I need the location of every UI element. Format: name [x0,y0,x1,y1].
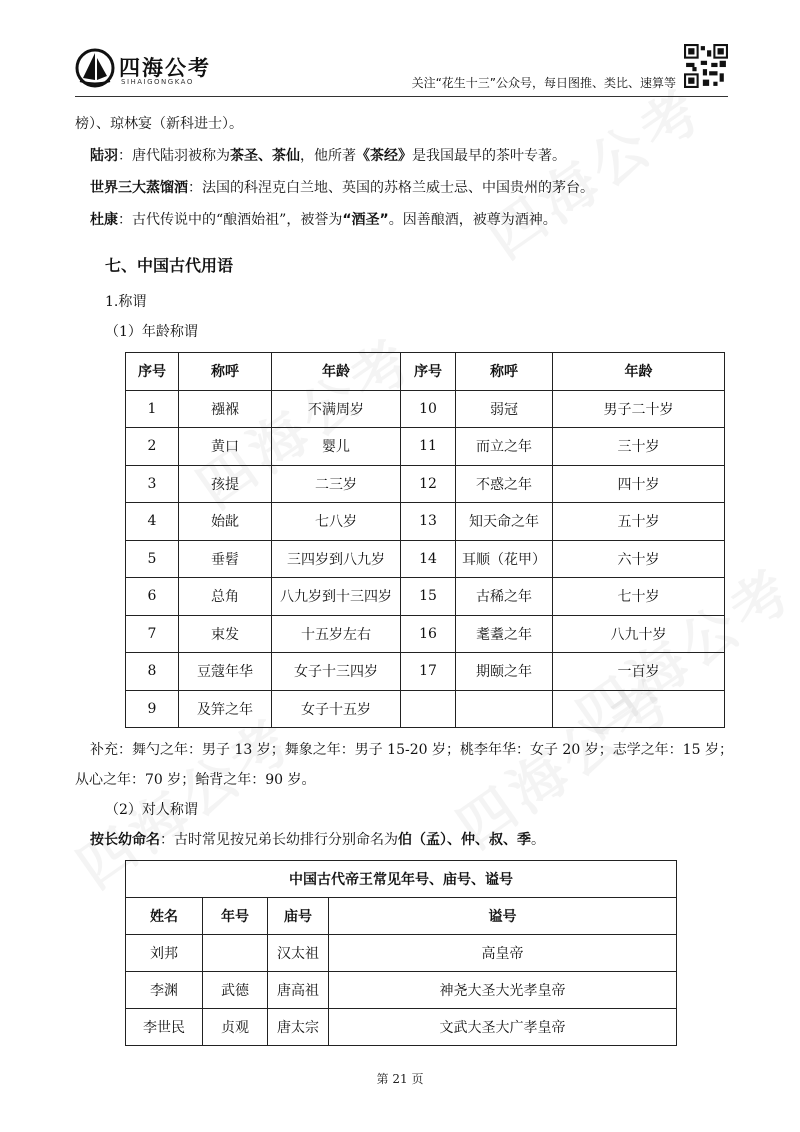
table-row [126,935,677,972]
table-cell: 15 [401,578,456,616]
page-header [75,40,728,97]
table-header-row [126,898,677,935]
column-header: 称呼 [456,353,553,391]
table-row [126,465,725,503]
table-row [126,540,725,578]
table-cell [553,690,725,728]
table-cell: 文武大圣大广孝皇帝 [329,1009,677,1046]
table-cell: 三十岁 [553,428,725,466]
table-cell: 17 [401,653,456,691]
table-row [126,578,725,616]
table-cell: 耳顺（花甲） [456,540,553,578]
column-header: 年号 [203,898,268,935]
table-cell: 三四岁到八九岁 [272,540,401,578]
supplement-text: 补充：舞勺之年：男子 13 岁；舞象之年：男子 15-20 岁；桃李年华：女子 20 岁；志学之年：15 岁； [90,742,733,758]
table-cell: 及笄之年 [179,690,272,728]
table-cell: 一百岁 [553,653,725,691]
table-cell [203,935,268,972]
table-cell: 13 [401,503,456,541]
table-cell [456,690,553,728]
table-cell: 9 [126,690,179,728]
table-cell: 七十岁 [553,578,725,616]
table-cell: 16 [401,615,456,653]
paragraph-dukang: 杜康：古代传说中的“酿酒始祖”，被誉为“酒圣”。因善酿酒，被尊为酒神。 [90,212,557,228]
table-header-row [126,353,725,391]
table-cell: 古稀之年 [456,578,553,616]
table-cell: 男子二十岁 [553,390,725,428]
column-header: 称呼 [179,353,272,391]
table-cell: 七八岁 [272,503,401,541]
table-cell: 二三岁 [272,465,401,503]
table-cell: 女子十五岁 [272,690,401,728]
table-cell: 豆蔻年华 [179,653,272,691]
table-cell: 知天命之年 [456,503,553,541]
table-row [126,615,725,653]
sailboat-logo-icon [75,48,115,88]
table-title: 中国古代帝王常见年号、庙号、谥号 [126,861,677,898]
emperor-titles-table [125,860,677,1046]
column-header: 庙号 [268,898,329,935]
table-cell: 襁褓 [179,390,272,428]
table-cell: 垂髫 [179,540,272,578]
table-cell: 不惑之年 [456,465,553,503]
table-cell: 12 [401,465,456,503]
table-cell: 八九十岁 [553,615,725,653]
table-row [126,428,725,466]
table-row [126,653,725,691]
table-cell: 期颐之年 [456,653,553,691]
table-cell: 1 [126,390,179,428]
table-cell: 而立之年 [456,428,553,466]
table-cell: 总角 [179,578,272,616]
table-cell: 10 [401,390,456,428]
table-row [126,972,677,1009]
table-cell: 始龀 [179,503,272,541]
table-cell: 婴儿 [272,428,401,466]
table-row [126,503,725,541]
paragraph-luyu: 陆羽：唐代陆羽被称为茶圣、茶仙，他所著《茶经》是我国最早的茶叶专著。 [90,148,566,164]
table-cell: 五十岁 [553,503,725,541]
table-cell: 孩提 [179,465,272,503]
table-cell: 6 [126,578,179,616]
table-cell: 7 [126,615,179,653]
table-cell: 2 [126,428,179,466]
table-cell: 高皇帝 [329,935,677,972]
column-header: 序号 [126,353,179,391]
table-cell: 六十岁 [553,540,725,578]
qr-code-icon [684,44,728,88]
header-slogan: 关注“花生十三”公众号，每日图推、类比、速算等 [411,76,676,90]
table-cell: 4 [126,503,179,541]
table-cell: 四十岁 [553,465,725,503]
table-row [126,1009,677,1046]
column-header: 年龄 [272,353,401,391]
table-cell: 14 [401,540,456,578]
table-cell: 唐高祖 [268,972,329,1009]
table-cell: 李世民 [126,1009,203,1046]
paragraph-spirits: 世界三大蒸馏酒：法国的科涅克白兰地、英国的苏格兰威士忌、中国贵州的茅台。 [90,180,594,196]
subsection-title: （2）对人称谓 [105,802,198,818]
column-header: 序号 [401,353,456,391]
table-cell: 十五岁左右 [272,615,401,653]
paragraph-elder-order: 按长幼命名：古时常见按兄弟长幼排行分别命名为伯（孟）、仲、叔、季。 [90,832,545,848]
table-cell: 黄口 [179,428,272,466]
brand-name-en: SIHAIGONGKAO [121,78,194,86]
table-cell: 汉太祖 [268,935,329,972]
age-title-table [125,352,725,728]
table-cell [401,690,456,728]
table-cell: 唐太宗 [268,1009,329,1046]
table-cell: 武德 [203,972,268,1009]
table-cell: 李渊 [126,972,203,1009]
column-header: 谥号 [329,898,677,935]
table-cell: 耄耋之年 [456,615,553,653]
table-cell: 女子十三四岁 [272,653,401,691]
table-cell: 束发 [179,615,272,653]
table-cell: 3 [126,465,179,503]
table-title-row [126,861,677,898]
table-cell: 5 [126,540,179,578]
paragraph: 榜）、琼林宴（新科进士）。 [75,116,243,132]
table-cell: 神尧大圣大光孝皇帝 [329,972,677,1009]
table-cell: 不满周岁 [272,390,401,428]
supplement-text: 从心之年：70 岁；鲐背之年：90 岁。 [75,772,316,788]
page-number: 第 21 页 [376,1072,424,1086]
section-title: 七、中国古代用语 [105,256,234,275]
table-row [126,690,725,728]
column-header: 年龄 [553,353,725,391]
brand-name: 四海公考 [119,56,211,80]
column-header: 姓名 [126,898,203,935]
table-cell: 11 [401,428,456,466]
table-cell: 贞观 [203,1009,268,1046]
subsection-title: （1）年龄称谓 [105,324,198,340]
subsection-title: 1.称谓 [105,294,147,310]
table-cell: 刘邦 [126,935,203,972]
table-row [126,390,725,428]
table-cell: 8 [126,653,179,691]
table-cell: 八九岁到十三四岁 [272,578,401,616]
table-cell: 弱冠 [456,390,553,428]
